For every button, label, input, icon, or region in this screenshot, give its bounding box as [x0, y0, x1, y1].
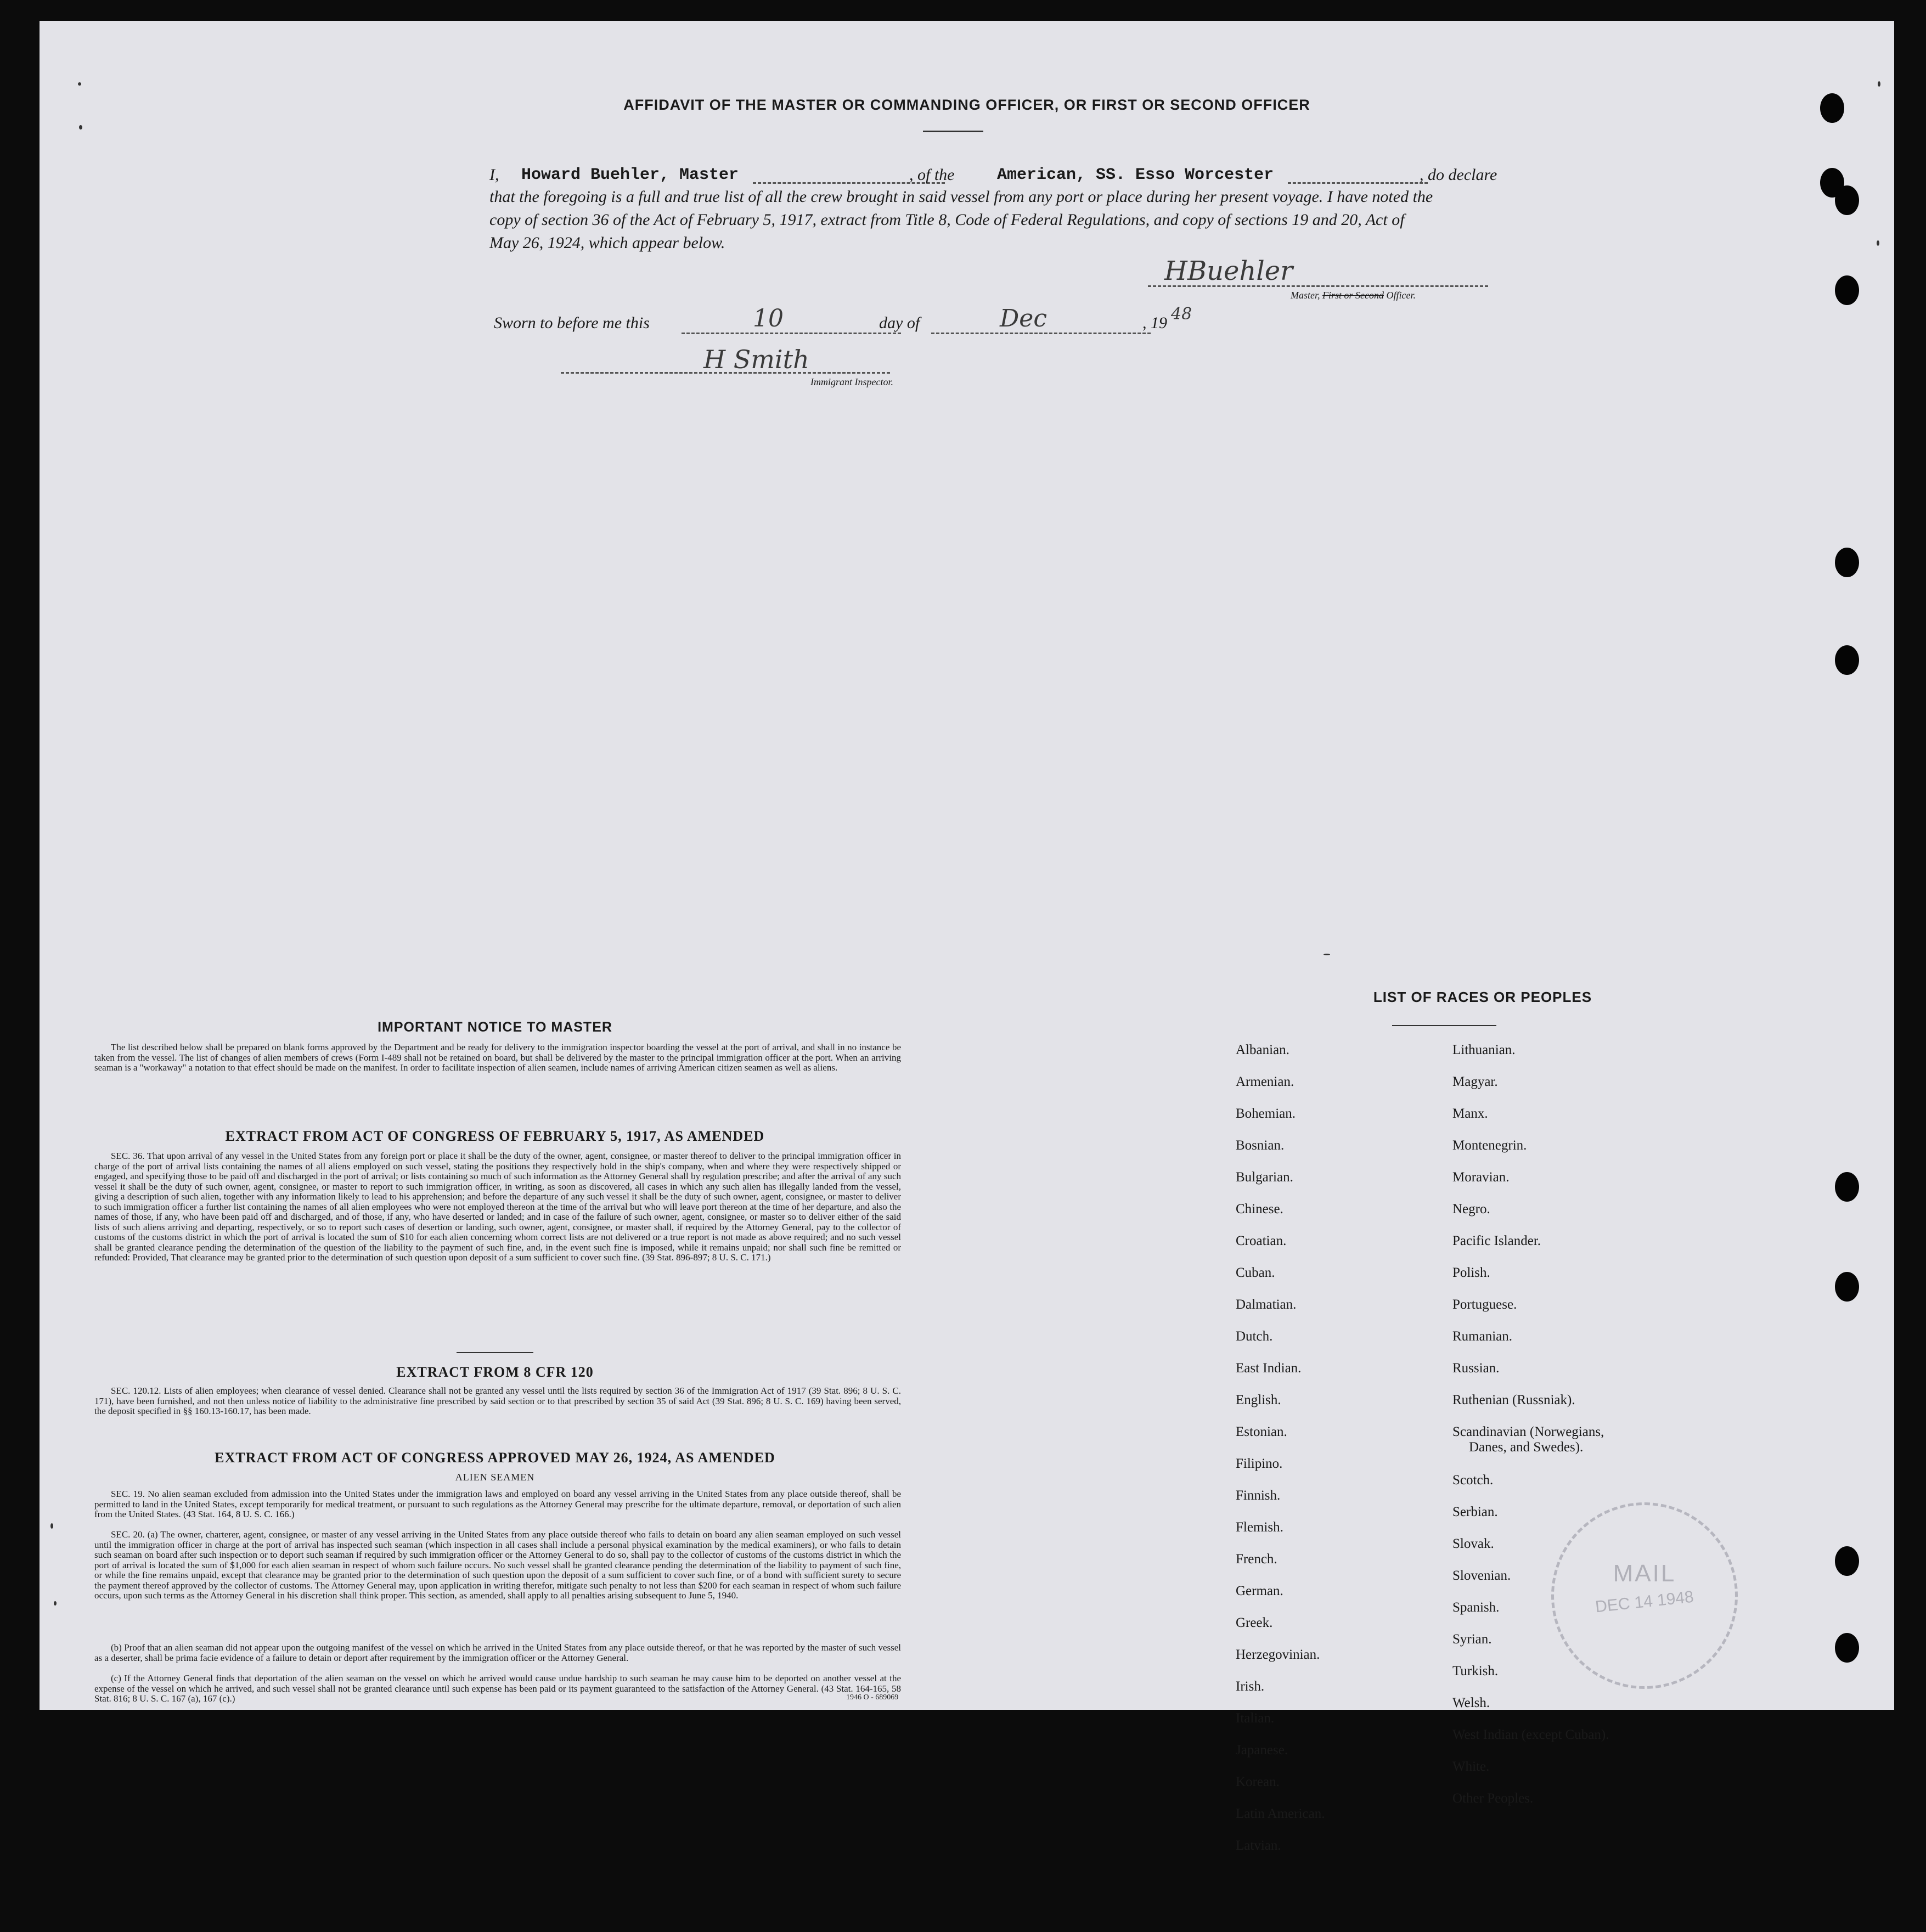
race-item: Cuban. — [1236, 1265, 1275, 1280]
race-item: Negro. — [1452, 1202, 1490, 1216]
extract-1924-subtitle: ALIEN SEAMEN — [455, 1472, 535, 1483]
race-item: Scotch. — [1452, 1473, 1494, 1488]
race-item: Bosnian. — [1236, 1138, 1285, 1153]
punch-hole — [1835, 185, 1859, 215]
extract-1924-sec20b: (b) Proof that an alien seaman did not appear upon the outgoing manifest of the vessel on which he arrived in the United States from any place outside thereof, or that he was reported by the master of such vessel as a deserter, shall be prima facie evidence of a failure to detain or deport after requirement by the immigration officer or the Attorney General. — [94, 1642, 901, 1663]
race-item: Armenian. — [1236, 1074, 1294, 1089]
declaration-line-3: copy of section 36 of the Act of February 5, 1917, extract from Title 8, Code of Federal Regulations, and copy of sections 19 and 20, Act of — [489, 211, 1405, 229]
sworn-month: Dec — [1000, 305, 1047, 333]
declaration-prefix: I, — [489, 166, 499, 184]
of-the-label: , of the — [909, 166, 955, 184]
do-declare-label: , do declare — [1420, 166, 1497, 184]
notice-title: IMPORTANT NOTICE TO MASTER — [378, 1019, 612, 1035]
scan-speck — [78, 82, 81, 86]
declaration-line-2: that the foregoing is a full and true list of all the crew brought in said vessel from any port or place during her present voyage. I have noted the — [489, 188, 1433, 206]
race-item: French. — [1236, 1552, 1277, 1567]
master-signature: HBuehler — [1164, 256, 1293, 286]
race-item: Chinese. — [1236, 1202, 1283, 1216]
race-item: Russian. — [1452, 1361, 1500, 1376]
race-item: West Indian (except Cuban). — [1452, 1727, 1609, 1742]
race-item: White. — [1452, 1759, 1490, 1774]
inspector-signature: H Smith — [703, 345, 809, 374]
punch-hole — [1835, 548, 1859, 577]
race-item: Estonian. — [1236, 1424, 1287, 1439]
race-item: Flemish. — [1236, 1520, 1283, 1535]
fill-line — [1288, 182, 1428, 184]
race-item: Irish. — [1236, 1679, 1265, 1694]
race-item: Montenegrin. — [1452, 1138, 1527, 1153]
print-code: 1946 O - 689069 — [846, 1693, 899, 1702]
race-item: Manx. — [1452, 1106, 1488, 1121]
race-item: Magyar. — [1452, 1074, 1498, 1089]
extract-1917-text: SEC. 36. That upon arrival of any vessel in the United States from any foreign port or place it shall be the duty of the owner, agent, consignee, or master thereof to deliver to the principal immigration officer in charge of the port of arrival lists containing the names of all aliens employed on such vessel, stating the positions they respectively hold in the ship's company, when and where they were respectively shipped or engaged, and specifying those to be paid off and discharged in the port of arrival; or lists containing so much of such information as the Attorney General shall by regulation prescribe; and after the arrival of any such vessel it shall be the duty of such owner, agent, consignee, or master to report to such immigration officer, in writing, as soon as discovered, all cases in which any such alien has illegally landed from the vessel, giving a description of such alien, together with any information likely to lead to his apprehension; and before the departure of any such vessel it shall be the duty of such owner, agent, consignee, or master to deliver to such immigration officer a further list containing the names of all alien employees who were not employed thereon at the time of the arrival but who will leave port thereon at the time of her departure, and also the names of those, if any, who have been paid off and discharged, and of those, if any, who have deserted or landed; and in case of the failure of such owner, agent, consignee, or master so to deliver either of the said lists of such aliens arriving and departing, respectively, or so to report such cases of desertion or landing, such owner, agent, consignee, or master shall, if required by the Attorney General, pay to the collector of customs of the customs district in which the port of arrival is located the sum of $10 for each alien concerning whom correct lists are not delivered or a true report is not made as above required; and no such vessel shall be granted clearance pending the determination of the question of the liability to the payment of such fine, and, in the event such fine is imposed, while it remains unpaid; nor shall such fine be remitted or refunded: Provided, That clearance may be granted prior to the determination of such question upon deposit of a sum sufficient to cover such fine. (39 Stat. 896-897; 8 U. S. C. 171.) — [94, 1151, 901, 1263]
race-item: Filipino. — [1236, 1456, 1283, 1471]
race-item: Slovenian. — [1452, 1568, 1511, 1583]
race-item: Syrian. — [1452, 1632, 1492, 1647]
cfr-text: SEC. 120.12. Lists of alien employees; when clearance of vessel denied. Clearance shall not be granted any vessel until the lists required by section 36 of the Immigration Act of 1917 (39 Stat. 896; 8 U. S. C. 171), have been furnished, and not then unless notice of liability to the administrative fine prescribed by said section or to that prescribed by section 35 of said Act (39 Stat. 896; 8 U. S. C. 169) having been served, the deposit specified in §§ 160.13-160.17, has been made. — [94, 1385, 901, 1416]
races-divider — [1392, 1025, 1496, 1026]
race-item: Danes, and Swedes). — [1469, 1440, 1584, 1455]
sworn-day: 10 — [753, 305, 784, 333]
fill-line — [931, 333, 1151, 334]
year-prefix: , 19 — [1142, 314, 1167, 332]
race-item: Lithuanian. — [1452, 1043, 1516, 1057]
scan-speck — [54, 1601, 57, 1606]
race-item: Albanian. — [1236, 1043, 1289, 1057]
day-of-label: day of — [879, 314, 920, 332]
master-name-field: Howard Buehler, Master — [521, 166, 739, 184]
stamp-line-2: DEC 14 1948 — [1594, 1587, 1695, 1616]
section-divider — [457, 1352, 533, 1353]
race-item: Spanish. — [1452, 1600, 1500, 1615]
extract-1924-sec20c: (c) If the Attorney General finds that deportation of the alien seaman on the vessel on which he arrived would cause undue hardship to such seaman he may cause him to be deported on another vessel at the expense of the vessel on which he arrived, and such vessel shall not be granted clearance until such expense has been paid or its payment guaranteed to the satisfaction of the Attorney General. (43 Stat. 164-165, 58 Stat. 816; 8 U. S. C. 167 (a), 167 (c).) — [94, 1673, 901, 1704]
scan-speck — [50, 1523, 53, 1529]
stamp-line-1: MAIL — [1613, 1560, 1676, 1587]
race-item: Finnish. — [1236, 1488, 1281, 1503]
race-item: Japanese. — [1236, 1743, 1288, 1758]
master-caption-a: Master, — [1291, 290, 1320, 301]
race-item: Welsh. — [1452, 1696, 1490, 1710]
race-item: Turkish. — [1452, 1664, 1499, 1678]
fill-line — [682, 333, 901, 334]
race-item: Other Peoples. — [1452, 1791, 1534, 1806]
scan-speck — [79, 125, 82, 129]
race-item: Herzegovinian. — [1236, 1647, 1320, 1662]
punch-hole — [1835, 645, 1859, 675]
declaration-line-4: May 26, 1924, which appear below. — [489, 234, 725, 252]
races-title: LIST OF RACES OR PEOPLES — [1373, 989, 1592, 1005]
inspector-caption: Immigrant Inspector. — [810, 376, 893, 387]
punch-hole — [1835, 1172, 1859, 1202]
race-item: Greek. — [1236, 1615, 1273, 1630]
extract-1924-sec19: SEC. 19. No alien seaman excluded from admission into the United States under the immigration laws and employed on board any vessel arriving in the United States from any place outside thereof, shall be permitted to land in the United States, except temporarily for medical treatment, or pursuant to such regulations as the Attorney General may prescribe for the ultimate departure, removal, or deportation of such alien from the United States. (43 Stat. 164, 8 U. S. C. 166.) — [94, 1489, 901, 1519]
sworn-year: 48 — [1171, 305, 1192, 324]
punch-hole — [1835, 1272, 1859, 1302]
race-item: Serbian. — [1452, 1505, 1498, 1519]
race-item: Latin American. — [1236, 1806, 1325, 1821]
race-item: German. — [1236, 1584, 1283, 1598]
race-item: East Indian. — [1236, 1361, 1302, 1376]
extract-1924-sec20a: SEC. 20. (a) The owner, charterer, agent, consignee, or master of any vessel arriving in the United States from any place outside thereof who fails to detain on board any alien seaman employed on such vessel until the immigration officer in charge at the port of arrival has inspected such seaman (which inspection in all cases shall include a personal physical examination by the medical examiners), or who fails to detain such seaman on board after such inspection or to deport such seaman if required by such immigration officer or the Attorney General to do so, shall pay to the collector of customs of the customs district in which the port of arrival is located the sum of $1,000 for each alien seaman in respect of whom such failure occurs. No such vessel shall be granted clearance pending the determination of the liability to payment of such fine, or while the fine remains unpaid, except that clearance may be granted prior to the determination of such question upon the deposit of a sum sufficient to cover such fine, or of a bond with sufficient surety to secure the payment thereof approved by the collector of customs. The Attorney General may, upon application in writing therefor, mitigate such penalty to not less than $200 for each seaman in respect of whom such failure occurs, upon such terms as the Attorney General in his discretion shall think proper. This section, as amended, shall apply to all penalties arising subsequent to June 5, 1940. — [94, 1529, 901, 1601]
sworn-prefix: Sworn to before me this — [494, 314, 650, 332]
race-item: Dutch. — [1236, 1329, 1273, 1344]
document-page — [40, 21, 1894, 1853]
mail-received-stamp — [1551, 1502, 1738, 1689]
race-item: Scandinavian (Norwegians, — [1452, 1424, 1604, 1439]
punch-hole — [1835, 1546, 1859, 1576]
race-item: Ruthenian (Russniak). — [1452, 1393, 1575, 1407]
race-item: Korean. — [1236, 1775, 1280, 1789]
race-item: Polish. — [1452, 1265, 1490, 1280]
race-item: Slovak. — [1452, 1536, 1494, 1551]
title-divider — [923, 131, 983, 132]
affidavit-title: AFFIDAVIT OF THE MASTER OR COMMANDING OFFICER, OR FIRST OR SECOND OFFICER — [623, 97, 1310, 113]
punch-hole — [1835, 1633, 1859, 1663]
race-item: Moravian. — [1452, 1170, 1510, 1185]
master-caption-b: First or Second — [1322, 290, 1384, 301]
scan-speck — [1877, 240, 1879, 246]
signature-line — [561, 372, 890, 374]
race-item: English. — [1236, 1393, 1281, 1407]
scan-speck — [1324, 954, 1330, 955]
scan-speck — [1878, 81, 1880, 87]
race-item: Bulgarian. — [1236, 1170, 1293, 1185]
race-item: Dalmatian. — [1236, 1297, 1297, 1312]
cfr-title: EXTRACT FROM 8 CFR 120 — [396, 1364, 594, 1380]
race-item: Italian. — [1236, 1711, 1275, 1726]
race-item: Croatian. — [1236, 1233, 1287, 1248]
punch-hole — [1835, 275, 1859, 305]
vessel-name-field: American, SS. Esso Worcester — [997, 166, 1274, 184]
race-item: Latvian. — [1236, 1838, 1281, 1853]
extract-1917-title: EXTRACT FROM ACT OF CONGRESS OF FEBRUARY 5, 1917, AS AMENDED — [225, 1128, 765, 1144]
master-caption — [1291, 290, 1416, 301]
master-caption-c: Officer. — [1386, 290, 1416, 301]
extract-1924-title: EXTRACT FROM ACT OF CONGRESS APPROVED MAY 26, 1924, AS AMENDED — [215, 1450, 775, 1466]
notice-text: The list described below shall be prepared on blank forms approved by the Department and be ready for delivery to the immigration inspector boarding the vessel at the port of arrival, and shall in no instance be taken from the vessel. The list of changes of alien members of crews (Form I-489 shall not be retained on board, but shall be delivered by the master to the principal immigration officer at the port. When an arriving seaman is a "workaway" a notation to that effect should be made on the manifest. In order to facilitate inspection of alien seamen, include names of arriving American citizen seamen as well as aliens. — [94, 1042, 901, 1073]
signature-line — [1148, 285, 1488, 287]
race-item: Bohemian. — [1236, 1106, 1296, 1121]
race-item: Rumanian. — [1452, 1329, 1513, 1344]
race-item: Pacific Islander. — [1452, 1233, 1541, 1248]
race-item: Portuguese. — [1452, 1297, 1517, 1312]
